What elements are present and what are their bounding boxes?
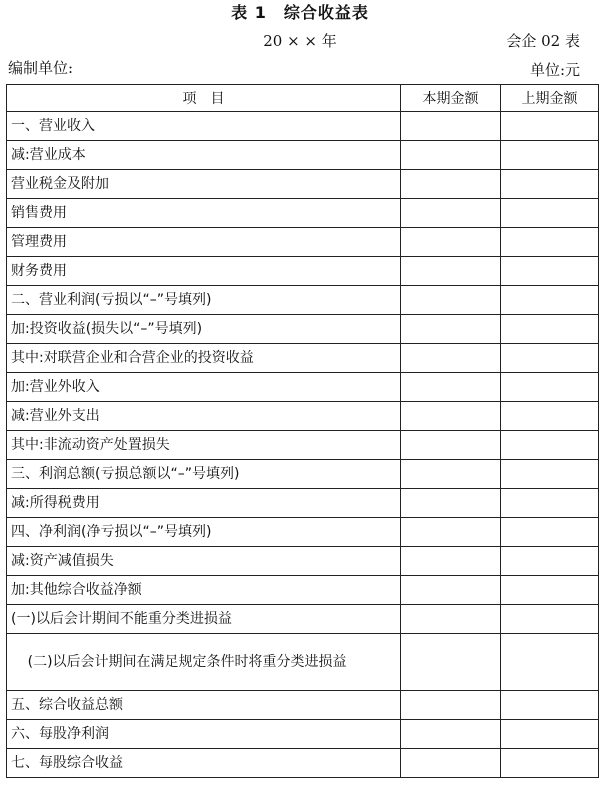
row-prior-amount <box>501 518 599 547</box>
table-row <box>7 691 599 720</box>
row-prior-amount <box>501 344 599 373</box>
row-item-label: 六、每股净利润 <box>7 720 401 749</box>
table-row <box>7 402 599 431</box>
row-prior-amount <box>501 402 599 431</box>
row-prior-amount <box>501 605 599 634</box>
table-row <box>7 518 599 547</box>
row-item-label: 销售费用 <box>7 199 401 228</box>
table-row <box>7 720 599 749</box>
table-row <box>7 547 599 576</box>
row-item-label: 七、每股综合收益 <box>7 749 401 778</box>
table-row <box>7 460 599 489</box>
row-item-label: (一)以后会计期间不能重分类进损益 <box>7 605 401 634</box>
table-row <box>7 257 599 286</box>
row-item-label: 其中:非流动资产处置损失 <box>7 431 401 460</box>
row-current-amount <box>401 749 501 778</box>
row-current-amount <box>401 112 501 141</box>
table-row <box>7 286 599 315</box>
header-item: 项 目 <box>7 85 401 112</box>
row-current-amount <box>401 402 501 431</box>
row-prior-amount <box>501 547 599 576</box>
row-prior-amount <box>501 199 599 228</box>
row-prior-amount <box>501 634 599 691</box>
row-prior-amount <box>501 315 599 344</box>
row-current-amount <box>401 547 501 576</box>
row-prior-amount <box>501 749 599 778</box>
row-item-label: 减:所得税费用 <box>7 489 401 518</box>
form-code: 会企 02 表 <box>506 32 580 50</box>
row-prior-amount <box>501 112 599 141</box>
row-prior-amount <box>501 431 599 460</box>
row-item-label: 减:资产减值损失 <box>7 547 401 576</box>
row-current-amount <box>401 344 501 373</box>
row-current-amount <box>401 170 501 199</box>
row-item-label: (二)以后会计期间在满足规定条件时将重分类进损益 <box>27 654 347 670</box>
table-row <box>7 315 599 344</box>
row-current-amount <box>401 634 501 691</box>
table-row <box>7 199 599 228</box>
row-current-amount <box>401 228 501 257</box>
row-item-label: 管理费用 <box>7 228 401 257</box>
row-current-amount <box>401 518 501 547</box>
row-prior-amount <box>501 489 599 518</box>
row-item-label: 四、净利润(净亏损以“–”号填列) <box>7 518 401 547</box>
row-prior-amount <box>501 460 599 489</box>
table-row <box>7 576 599 605</box>
row-item-label: 减:营业外支出 <box>7 402 401 431</box>
row-item-label: 加:其他综合收益净额 <box>7 576 401 605</box>
row-current-amount <box>401 605 501 634</box>
row-item-label: 五、综合收益总额 <box>7 691 401 720</box>
table-row <box>7 431 599 460</box>
row-prior-amount <box>501 720 599 749</box>
preparer-label: 编制单位: <box>8 59 74 77</box>
row-prior-amount <box>501 576 599 605</box>
row-current-amount <box>401 286 501 315</box>
table-row <box>7 344 599 373</box>
table-header-row <box>7 85 599 112</box>
row-item-label: 财务费用 <box>7 257 401 286</box>
row-item-label: 其中:对联营企业和合营企业的投资收益 <box>7 344 401 373</box>
table-row <box>7 112 599 141</box>
row-item-label: 一、营业收入 <box>7 112 401 141</box>
row-prior-amount <box>501 228 599 257</box>
row-item-label: 减:营业成本 <box>7 141 401 170</box>
header-current-amount: 本期金额 <box>401 85 501 112</box>
table-row <box>7 749 599 778</box>
table-title: 表 1 综合收益表 <box>231 3 369 22</box>
table-row <box>7 605 599 634</box>
row-current-amount <box>401 315 501 344</box>
row-item-label: 加:营业外收入 <box>7 373 401 402</box>
row-current-amount <box>401 691 501 720</box>
header-prior-amount: 上期金额 <box>501 85 599 112</box>
row-current-amount <box>401 257 501 286</box>
row-current-amount <box>401 460 501 489</box>
period-label: 20 × × 年 <box>263 32 337 50</box>
row-item-label: 三、利润总额(亏损总额以“–”号填列) <box>7 460 401 489</box>
row-current-amount <box>401 373 501 402</box>
row-prior-amount <box>501 286 599 315</box>
row-prior-amount <box>501 170 599 199</box>
row-item-label: 营业税金及附加 <box>7 170 401 199</box>
income-statement-table <box>6 84 599 778</box>
row-item-cell <box>7 634 401 691</box>
row-item-label: 加:投资收益(损失以“–”号填列) <box>7 315 401 344</box>
row-current-amount <box>401 489 501 518</box>
table-row <box>7 141 599 170</box>
table-row <box>7 373 599 402</box>
table-row <box>7 228 599 257</box>
row-current-amount <box>401 720 501 749</box>
table-row <box>7 489 599 518</box>
row-prior-amount <box>501 141 599 170</box>
row-current-amount <box>401 576 501 605</box>
row-current-amount <box>401 141 501 170</box>
row-current-amount <box>401 199 501 228</box>
row-prior-amount <box>501 691 599 720</box>
table-row <box>7 170 599 199</box>
row-prior-amount <box>501 257 599 286</box>
row-prior-amount <box>501 373 599 402</box>
row-item-label: 二、营业利润(亏损以“–”号填列) <box>7 286 401 315</box>
unit-label: 单位:元 <box>529 61 580 79</box>
row-current-amount <box>401 431 501 460</box>
table-row <box>7 634 599 691</box>
